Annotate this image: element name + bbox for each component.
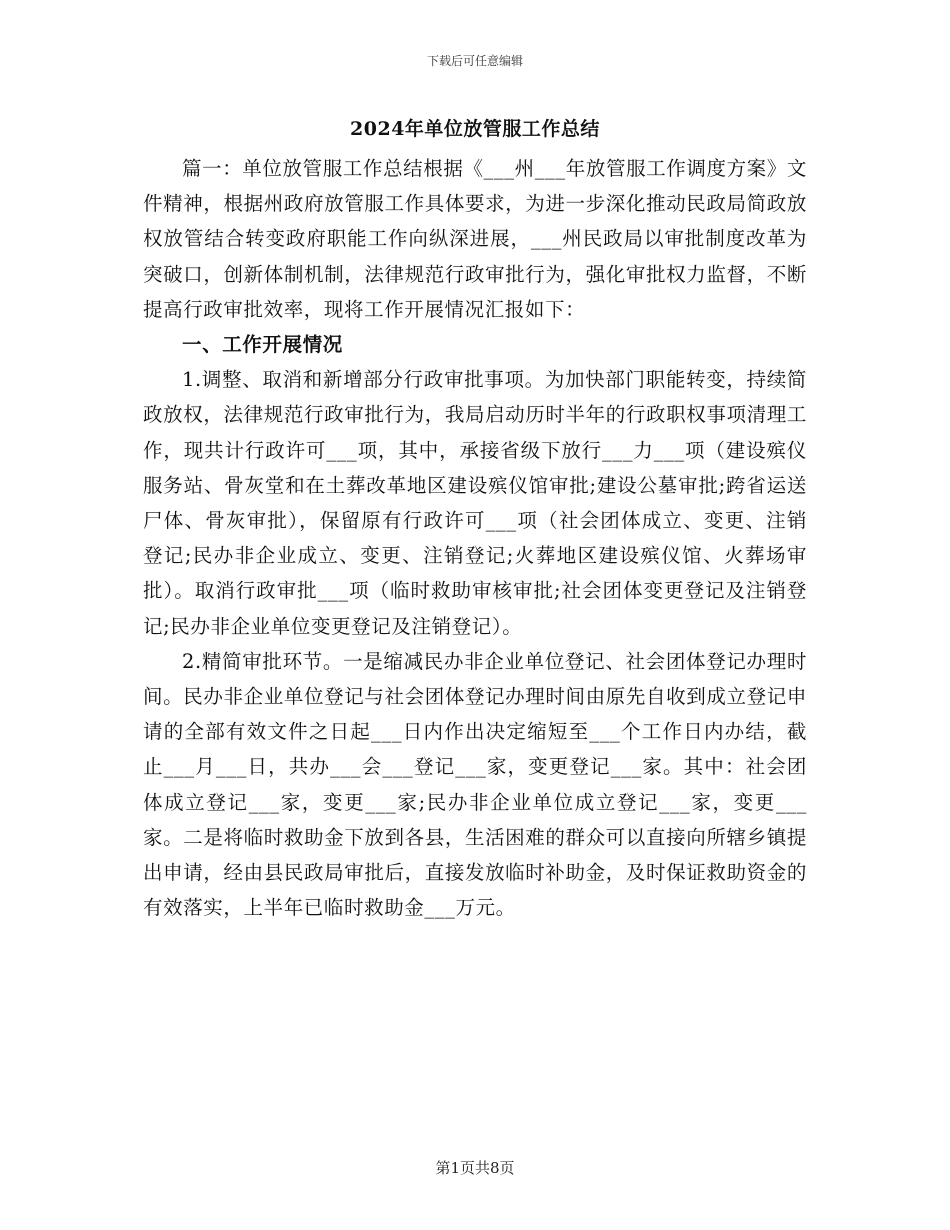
page-number: 第1页共8页	[435, 1159, 515, 1177]
document-body	[143, 151, 807, 925]
document-title: 2024年单位放管服工作总结	[350, 118, 600, 140]
page-header-note: 下载后可任意编辑	[426, 54, 523, 68]
paragraph-item-1: 1.调整、取消和新增部分行政审批事项。为加快部门职能转变，持续简政放权，法律规范行政审批行为，我局启动历时半年的行政职权事项清理工作，现共计行政许可___项，其中，承接省级下放行___力___项（建设殡仪服务站、骨灰堂和在土葬改革地区建设殡仪馆审批;建设公墓审批;跨省运送尸体、骨灰审批），保留原有行政许可___项（社会团体成立、变更、注销登记;民办非企业成立、变更、注销登记;火葬地区建设殡仪馆、火葬场审批）。取消行政审批___项（临时救助审核审批;社会团体变更登记及注销登记;民办非企业单位变更登记及注销登记）。	[143, 368, 807, 638]
paragraph-item-2: 2.精简审批环节。一是缩减民办非企业单位登记、社会团体登记办理时间。民办非企业单位登记与社会团体登记办理时间由原先自收到成立登记申请的全部有效文件之日起___日内作出决定缩短至___个工作日内办结，截止___月___日，共办___会___登记___家，变更登记___家。其中：社会团体成立登记___家，变更___家;民办非企业单位成立登记___家，变更___家。二是将临时救助金下放到各县，生活困难的群众可以直接向所辖乡镇提出申请，经由县民政局审批后，直接发放临时补助金，及时保证救助资金的有效落实，上半年已临时救助金___万元。	[143, 649, 807, 920]
paragraph-intro: 篇一：单位放管服工作总结根据《___州___年放管服工作调度方案》文件精神，根据州政府放管服工作具体要求，为进一步深化推动民政局简政放权放管结合转变政府职能工作向纵深进展，___州民政局以审批制度改革为突破口，创新体制机制，法律规范行政审批行为，强化审批权力监督，不断提高行政审批效率，现将工作开展情况汇报如下：	[143, 157, 807, 321]
section-heading: 一、工作开展情况	[182, 333, 343, 357]
